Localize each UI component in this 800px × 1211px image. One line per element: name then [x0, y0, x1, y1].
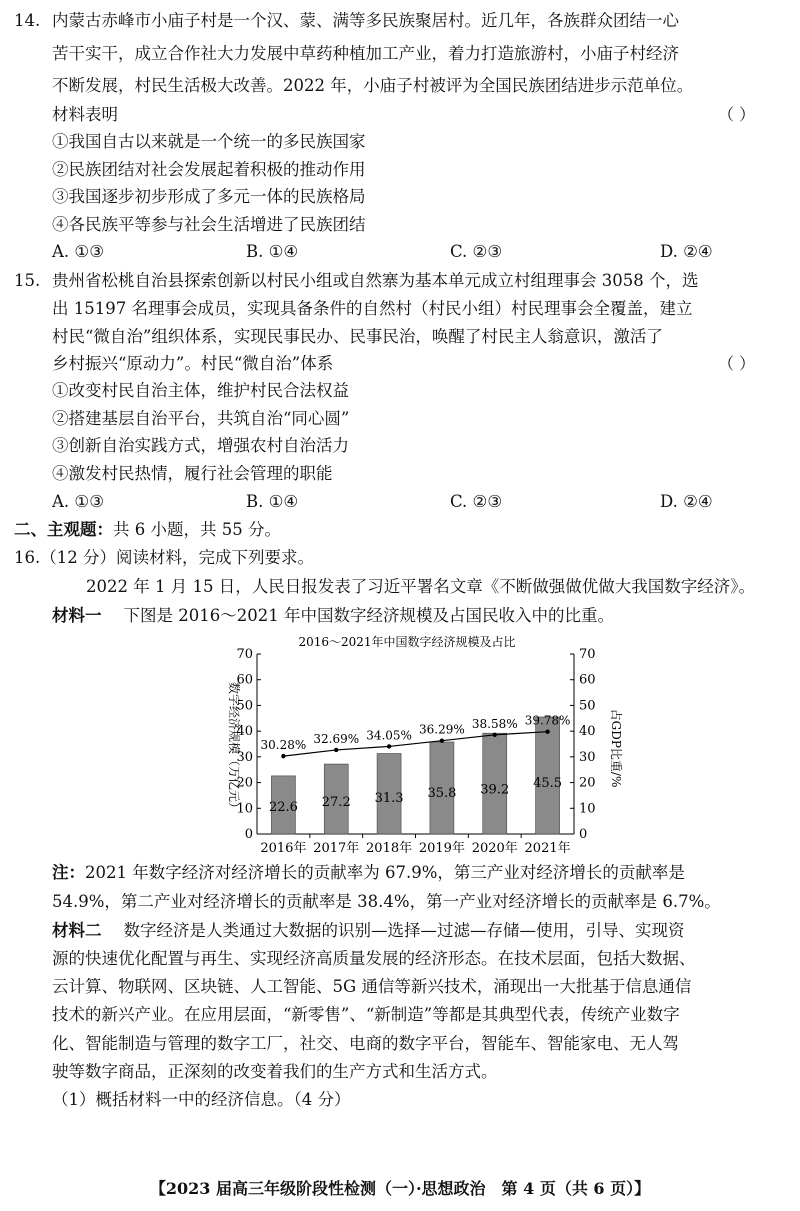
q16-subquestion-1: （1）概括材料一中的经济信息。（4 分）: [52, 1090, 351, 1109]
chart-y2-tick-label: 30: [579, 749, 596, 765]
chart-ratio-point: [493, 733, 497, 737]
note-label: 注：: [52, 863, 85, 882]
chart-bar-label: 22.6: [268, 799, 298, 815]
material-1-text: 下图是 2016～2021 年中国数字经济规模及占国民收入中的比重。: [123, 606, 614, 625]
chart-y2-tick-label: 10: [579, 801, 596, 817]
material-2-line-2: 源的快速优化配置与再生、实现经济高质量发展的经济形态。在技术层面，包括大数据、: [52, 949, 696, 968]
q15-line-3: 村民“微自治”组织体系，实现民事民办、民事民治，唤醒了村民主人翁意识，激活了: [52, 327, 663, 346]
chart-y-tick-label: 30: [236, 749, 253, 765]
digital-economy-chart: [212, 630, 632, 865]
q14-option-c: C. ②③: [450, 242, 503, 261]
q15-answer-paren: （ ）: [718, 354, 756, 373]
chart-y2-tick-label: 50: [579, 698, 596, 714]
q14-option-d: D. ②④: [660, 242, 713, 261]
q15-item-2: ②搭建基层自治平台，共筑自治“同心圆”: [52, 409, 350, 428]
chart-x-tick-label: 2018年: [366, 841, 413, 856]
q15-stem: 乡村振兴“原动力”。村民“微自治”体系: [52, 354, 334, 373]
chart-y2-tick-label: 0: [579, 827, 588, 842]
chart-bar-label: 31.3: [374, 790, 404, 806]
q15-item-1: ①改变村民自治主体，维护村民合法权益: [52, 381, 349, 400]
chart-y-tick-label: 10: [236, 801, 253, 817]
chart-y-tick-label: 40: [236, 724, 253, 740]
q14-item-3: ③我国逐步初步形成了多元一体的民族格局: [52, 187, 366, 206]
chart-x-tick-label: 2017年: [313, 841, 360, 856]
q15-number: 15.: [14, 271, 41, 290]
q15-option-b: B. ①④: [246, 492, 299, 511]
q14-item-2: ②民族团结对社会发展起着积极的推动作用: [52, 160, 366, 179]
q15-line-2: 出 15197 名理事会成员，实现具备条件的自然村（村民小组）村民理事会全覆盖，建立: [52, 299, 693, 318]
chart-bar-label: 45.5: [533, 776, 563, 792]
chart-y-tick-label: 70: [236, 647, 253, 662]
chart-ratio-label: 39.78%: [524, 713, 571, 728]
section-2-heading: [14, 519, 281, 541]
q14-item-4: ④各民族平等参与社会生活增进了民族团结: [52, 215, 366, 234]
chart-y2-tick-label: 60: [579, 672, 596, 688]
chart-y-tick-label: 20: [236, 775, 253, 791]
q14-stem: 材料表明: [52, 105, 118, 124]
q14-item-1: ①我国自古以来就是一个统一的多民族国家: [52, 132, 366, 151]
chart-bar-label: 27.2: [321, 795, 351, 811]
material-2-label: 材料二: [52, 921, 102, 940]
material-1-line: [52, 605, 614, 627]
q14-line-1: 内蒙古赤峰市小庙子村是一个汉、蒙、满等多民族聚居村。近几年，各族群众团结一心: [52, 11, 679, 30]
chart-ratio-point: [334, 748, 338, 752]
material-2-line-1: [52, 920, 685, 942]
material-2-line-6: 驶等数字商品，正深刻的改变着我们的生产方式和生活方式。: [52, 1062, 498, 1081]
q15-item-4: ④激发村民热情，履行社会管理的职能: [52, 464, 333, 483]
material-2-text-1: 数字经济是人类通过大数据的识别—选择—过滤—存储—使用，引导、实现资: [123, 921, 685, 940]
chart-ratio-label: 30.28%: [260, 738, 307, 753]
chart-bar-label: 39.2: [480, 782, 510, 798]
q14-line-2: 苦干实干，成立合作社大力发展中草药种植加工产业，着力打造旅游村，小庙子村经济: [52, 44, 679, 63]
q14-number: 14.: [14, 11, 41, 30]
q14-option-b: B. ①④: [246, 242, 299, 261]
q15-option-a: A. ①③: [52, 492, 104, 511]
q16-intro: 2022 年 1 月 15 日，人民日报发表了习近平署名文章《不断做强做优做大我国数字经济》。: [86, 577, 755, 596]
material-1-label: 材料一: [52, 606, 102, 625]
q15-option-d: D. ②④: [660, 492, 713, 511]
chart-y2label: 占GDP比重/%: [609, 708, 623, 788]
section-2-desc: 共 6 小题，共 55 分。: [113, 520, 281, 539]
chart-ylabel: 数字经济规模（万亿元）: [227, 681, 241, 815]
chart-y-tick-label: 0: [244, 827, 253, 842]
chart-ratio-label: 36.29%: [419, 722, 465, 737]
q16-heading: 16.（12 分）阅读材料，完成下列要求。: [14, 548, 314, 567]
chart-ratio-point: [281, 754, 285, 758]
q14-line-3: 不断发展，村民生活极大改善。2022 年，小庙子村被评为全国民族团结进步示范单位。: [52, 76, 694, 95]
chart-x-tick-label: 2021年: [524, 841, 571, 856]
chart-bar-label: 35.8: [427, 786, 457, 802]
note-line-1: [52, 862, 685, 884]
q15-item-3: ③创新自治实践方式，增强农村自治活力: [52, 436, 349, 455]
q14-answer-paren: （ ）: [718, 105, 756, 124]
material-2-line-4: 技术的新兴产业。在应用层面，“新零售”、“新制造”等都是其典型代表，传统产业数字: [52, 1005, 680, 1024]
chart-ratio-point: [440, 738, 444, 742]
chart-ratio-label: 38.58%: [471, 716, 518, 731]
chart-ratio-point: [387, 744, 391, 748]
q15-line-1: 贵州省松桃自治县探索创新以村民小组或自然寨为基本单元成立村组理事会 3058 个，选: [52, 271, 699, 290]
chart-title: 2016～2021年中国数字经济规模及占比: [298, 635, 516, 649]
q14-option-a: A. ①③: [52, 242, 104, 261]
chart-x-tick-label: 2019年: [418, 841, 465, 856]
chart-y2-tick-label: 20: [579, 775, 596, 791]
chart-y2-tick-label: 70: [579, 647, 596, 662]
chart-x-tick-label: 2020年: [471, 841, 518, 856]
q15-option-c: C. ②③: [450, 492, 503, 511]
chart-y2-tick-label: 40: [579, 724, 596, 740]
chart-ratio-point: [545, 730, 549, 734]
chart-ratio-label: 32.69%: [313, 731, 360, 746]
section-2-label: 二、主观题：: [14, 520, 113, 539]
material-2-line-5: 化、智能制造与管理的数字工厂，社交、电商的数字平台，智能车、智能家电、无人驾: [52, 1034, 679, 1053]
chart-x-tick-label: 2016年: [260, 841, 307, 856]
chart-ratio-label: 34.05%: [366, 728, 412, 743]
note-line-2: 54.9%，第二产业对经济增长的贡献率是 38.4%，第一产业对经济增长的贡献率是 6.7%。: [52, 892, 721, 911]
chart-y-tick-label: 50: [236, 698, 253, 714]
material-2-line-3: 云计算、物联网、区块链、人工智能、5G 通信等新兴技术，涌现出一大批基于信息通信: [52, 977, 692, 996]
chart-y-tick-label: 60: [236, 672, 253, 688]
page-footer: 【2023 届高三年级阶段性检测（一）·思想政治 第 4 页（共 6 页）】: [149, 1179, 651, 1198]
note-text-1: 2021 年数字经济对经济增长的贡献率为 67.9%，第三产业对经济增长的贡献率是: [85, 863, 685, 882]
